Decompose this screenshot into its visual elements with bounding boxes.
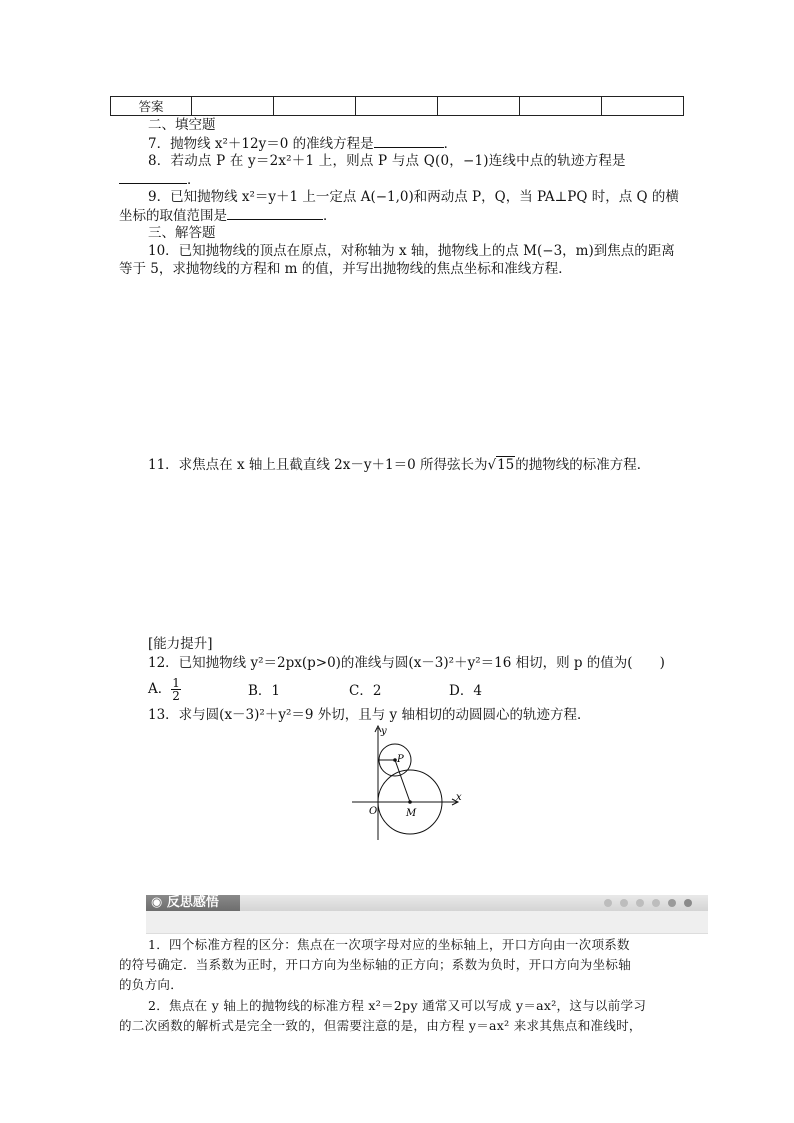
answer-blank[interactable]: [374, 133, 444, 148]
banner-dot: [636, 899, 644, 907]
option-a[interactable]: [148, 676, 181, 703]
banner-dot: [668, 899, 676, 907]
sqrt-symbol: √: [487, 457, 497, 473]
question-10-line2: 等于 5，求抛物线的方程和 m 的值，并写出抛物线的焦点坐标和准线方程．: [119, 261, 572, 277]
answer-cell[interactable]: [438, 97, 520, 116]
circle-tangent-figure: [340, 722, 475, 842]
question-9: 9．已知抛物线 x²＝y＋1 上一定点 A(−1,0)和两动点 P，Q，当 PA⊥PQ 时，点 Q 的横: [148, 189, 679, 205]
question-13: 13．求与圆(x－3)²＋y²＝9 外切，且与 y 轴相切的动圆圆心的轨迹方程．: [148, 707, 591, 723]
banner-dot: [652, 899, 660, 907]
fraction-numerator: 1: [172, 676, 180, 690]
point-m: [408, 800, 412, 804]
reflection-title: ◉ 反思感悟: [151, 895, 219, 910]
answer-cell[interactable]: [520, 97, 602, 116]
sqrt-radicand: 15: [497, 457, 515, 473]
banner-dot: [620, 899, 628, 907]
answer-blank[interactable]: [119, 169, 187, 184]
question-9-text: 坐标的取值范围是: [119, 208, 227, 224]
x-axis-label: x: [456, 792, 462, 803]
ability-heading: [能力提升]: [148, 636, 213, 652]
question-11: [148, 455, 650, 475]
question-12-options: [148, 676, 482, 705]
option-c[interactable]: C．2: [349, 683, 382, 699]
reflection-underlay: [146, 911, 708, 934]
question-8-end: ．: [187, 172, 201, 188]
question-12: 12．已知抛物线 y²＝2px(p>0)的准线与圆(x－3)²＋y²＝16 相切，则 p 的值为( ): [148, 655, 665, 671]
answer-cell[interactable]: [192, 97, 274, 116]
y-axis-label: y: [381, 726, 387, 737]
question-9-end: ．: [323, 208, 337, 224]
answer-cell[interactable]: [274, 97, 356, 116]
question-8: 8．若动点 P 在 y＝2x²＋1 上，则点 P 与点 Q(0，−1)连线中点的轨迹方程是: [148, 153, 626, 169]
p-label: P: [397, 754, 404, 765]
m-label: M: [406, 808, 417, 819]
fraction-denominator: 2: [172, 689, 180, 703]
option-a-label: A．: [148, 681, 172, 697]
fraction: [171, 677, 181, 702]
reflection-p1-l2: 的符号确定．当系数为正时，开口方向为坐标轴的正方向；系数为负时，开口方向为坐标轴: [119, 957, 632, 972]
question-11-end: 的抛物线的标准方程．: [515, 457, 651, 473]
banner-dot: [684, 899, 692, 907]
question-7-text: 7．抛物线 x²＋12y＝0 的准线方程是: [148, 136, 374, 152]
center-connector: [395, 760, 410, 802]
reflection-p1-l3: 的负方向．: [119, 977, 184, 992]
banner-dot: [604, 899, 612, 907]
answer-cell[interactable]: [356, 97, 438, 116]
reflection-p2-l2: 的二次函数的解析式是完全一致的，但需要注意的是，由方程 y＝ax² 来求其焦点和准线时，: [119, 1018, 642, 1033]
section-heading-solve: 三、解答题: [148, 225, 216, 241]
question-10: 10．已知抛物线的顶点在原点，对称轴为 x 轴，抛物线上的点 M(−3，m)到焦点的距离: [148, 243, 675, 259]
question-11-text: 11．求焦点在 x 轴上且截直线 2x－y＋1＝0 所得弦长为: [148, 457, 488, 473]
reflection-p2-l1: 2．焦点在 y 轴上的抛物线的标准方程 x²＝2py 通常又可以写成 y＝ax²，这与以前学习: [148, 998, 647, 1013]
answer-label: 答案: [111, 97, 192, 116]
section-heading-fill: 二、填空题: [148, 117, 216, 133]
answer-table: [110, 96, 684, 116]
origin-label: O: [369, 806, 378, 817]
answer-cell[interactable]: [602, 97, 684, 116]
option-d[interactable]: D．4: [449, 683, 482, 699]
reflection-p1-l1: 1．四个标准方程的区分：焦点在一次项字母对应的坐标轴上，开口方向由一次项系数: [148, 937, 630, 952]
answer-blank[interactable]: [227, 205, 323, 220]
question-7-end: ．: [443, 136, 458, 152]
option-b[interactable]: B．1: [248, 683, 281, 699]
